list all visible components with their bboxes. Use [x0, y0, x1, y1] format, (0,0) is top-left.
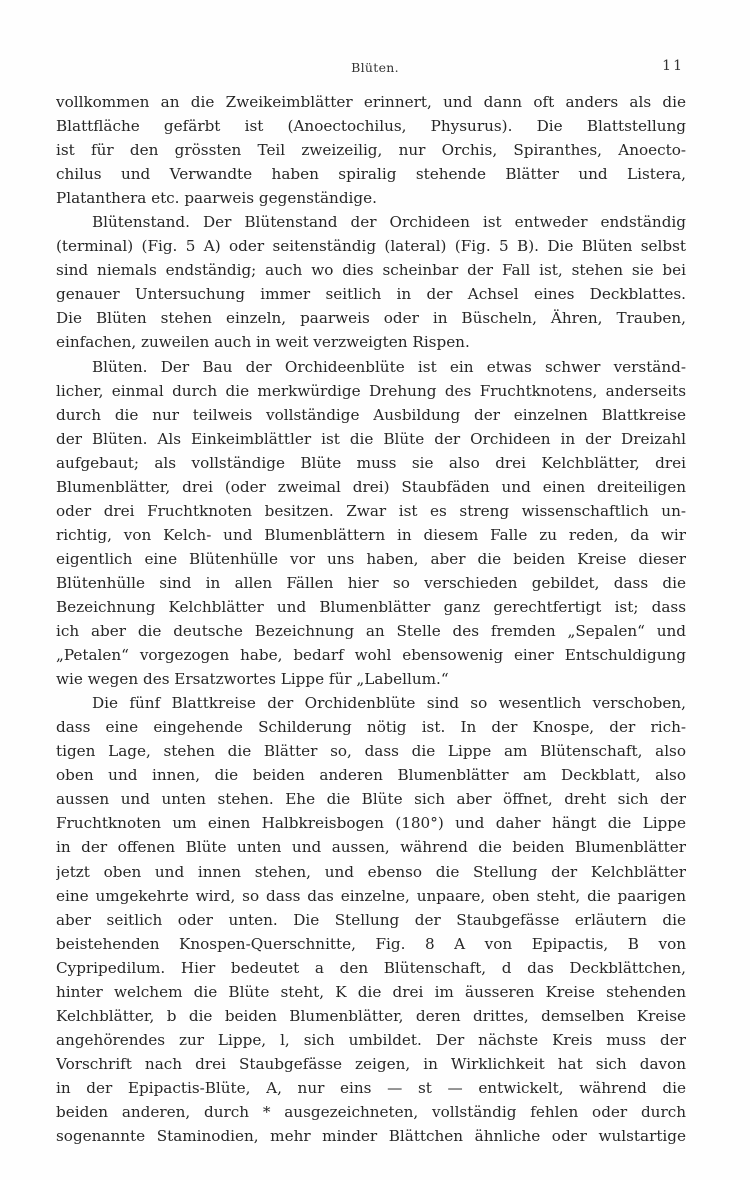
- text-line: Blütenstand. Der Blütenstand der Orchideen ist entweder endständig: [92, 213, 686, 232]
- text-line: Blumenblätter, drei (oder zweimal drei) Staubfäden und einen dreiteiligen: [56, 477, 686, 496]
- text-line: der Blüten. Als Einkeimblättler ist die Blüte der Orchideen in der Dreizahl: [56, 429, 686, 448]
- text-line: Bezeichnung Kelchblätter und Blumenblätter ganz gerechtfertigt ist; dass: [56, 597, 686, 616]
- text-line: aber seitlich oder unten. Die Stellung der Staubgefässe erläutern die: [56, 910, 686, 929]
- text-line: in der Epipactis-Blüte, A, nur eins — st — entwickelt, während die: [56, 1078, 686, 1097]
- text-line: hinter welchem die Blüte steht, K die drei im äusseren Kreise stehenden: [56, 982, 686, 1001]
- running-title: Blüten.: [351, 60, 399, 75]
- text-line: sind niemals endständig; auch wo dies scheinbar der Fall ist, stehen sie bei: [56, 261, 686, 280]
- text-line: ist für den grössten Teil zweizeilig, nur Orchis, Spiranthes, Anoecto-: [56, 141, 686, 160]
- text-line: Die fünf Blattkreise der Orchidenblüte sind so wesentlich verschoben,: [92, 694, 686, 713]
- text-line: aussen und unten stehen. Ehe die Blüte sich aber öffnet, dreht sich der: [56, 790, 686, 809]
- text-line: dass eine eingehende Schilderung nötig ist. In der Knospe, der rich-: [56, 718, 686, 737]
- text-line: Blattfläche gefärbt ist (Anoectochilus, Physurus). Die Blattstellung: [56, 117, 686, 136]
- text-line: beistehenden Knospen-Querschnitte, Fig. 8 A von Epipactis, B von: [56, 934, 686, 953]
- body-text: [56, 90, 686, 1148]
- text-line: Blüten. Der Bau der Orchideenblüte ist ein etwas schwer verständ-: [92, 357, 686, 376]
- text-line: sogenannte Staminodien, mehr minder Blättchen ähnliche oder wulstartige: [56, 1127, 686, 1146]
- text-line: eigentlich eine Blütenhülle vor uns haben, aber die beiden Kreise dieser: [56, 549, 686, 568]
- text-line: licher, einmal durch die merkwürdige Drehung des Fruchtknotens, anderseits: [56, 381, 686, 400]
- text-line: angehörendes zur Lippe, l, sich umbildet. Der nächste Kreis muss der: [56, 1030, 686, 1049]
- text-line: wie wegen des Ersatzwortes Lippe für „Labellum.“: [56, 670, 449, 689]
- text-line: Kelchblätter, b die beiden Blumenblätter, deren drittes, demselben Kreise: [56, 1006, 686, 1025]
- text-line: ich aber die deutsche Bezeichnung an Stelle des fremden „Sepalen“ und: [56, 622, 686, 641]
- text-line: oben und innen, die beiden anderen Blumenblätter am Deckblatt, also: [56, 766, 686, 785]
- text-line: Vorschrift nach drei Staubgefässe zeigen, in Wirklichkeit hat sich davon: [56, 1054, 686, 1073]
- text-line: (terminal) (Fig. 5 A) oder seitenständig (lateral) (Fig. 5 B). Die Blüten selbst: [56, 237, 686, 256]
- text-line: jetzt oben und innen stehen, und ebenso die Stellung der Kelchblätter: [56, 862, 686, 881]
- text-line: genauer Untersuchung immer seitlich in der Achsel eines Deckblattes.: [56, 285, 686, 304]
- text-line: oder drei Fruchtknoten besitzen. Zwar ist es streng wissenschaftlich un-: [56, 501, 686, 520]
- text-line: einfachen, zuweilen auch in weit verzweigten Rispen.: [56, 333, 470, 352]
- text-line: Die Blüten stehen einzeln, paarweis oder in Büscheln, Ähren, Trauben,: [56, 309, 686, 328]
- text-line: durch die nur teilweis vollständige Ausbildung der einzelnen Blattkreise: [56, 405, 686, 424]
- text-line: in der offenen Blüte unten und aussen, während die beiden Blumenblätter: [56, 838, 686, 857]
- text-line: Fruchtknoten um einen Halbkreisbogen (180°) und daher hängt die Lippe: [56, 814, 686, 833]
- text-line: aufgebaut; als vollständige Blüte muss sie also drei Kelchblätter, drei: [56, 453, 686, 472]
- text-line: Blütenhülle sind in allen Fällen hier so verschieden gebildet, dass die: [56, 573, 686, 592]
- text-line: richtig, von Kelch- und Blumenblättern in diesem Falle zu reden, da wir: [56, 525, 686, 544]
- text-line: eine umgekehrte wird, so dass das einzelne, unpaare, oben steht, die paarigen: [56, 886, 686, 905]
- page-number: 11: [662, 58, 684, 74]
- text-line: chilus und Verwandte haben spiralig stehende Blätter und Listera,: [56, 165, 686, 184]
- text-line: tigen Lage, stehen die Blätter so, dass die Lippe am Blütenschaft, also: [56, 742, 686, 761]
- text-line: Platanthera etc. paarweis gegenständige.: [56, 189, 377, 208]
- text-line: „Petalen“ vorgezogen habe, bedarf wohl ebensowenig einer Entschuldigung: [56, 646, 686, 665]
- text-line: beiden anderen, durch * ausgezeichneten, vollständig fehlen oder durch: [56, 1102, 686, 1121]
- text-line: Cypripedilum. Hier bedeutet a den Blütenschaft, d das Deckblättchen,: [56, 958, 686, 977]
- text-line: vollkommen an die Zweikeimblätter erinnert, und dann oft anders als die: [56, 93, 686, 111]
